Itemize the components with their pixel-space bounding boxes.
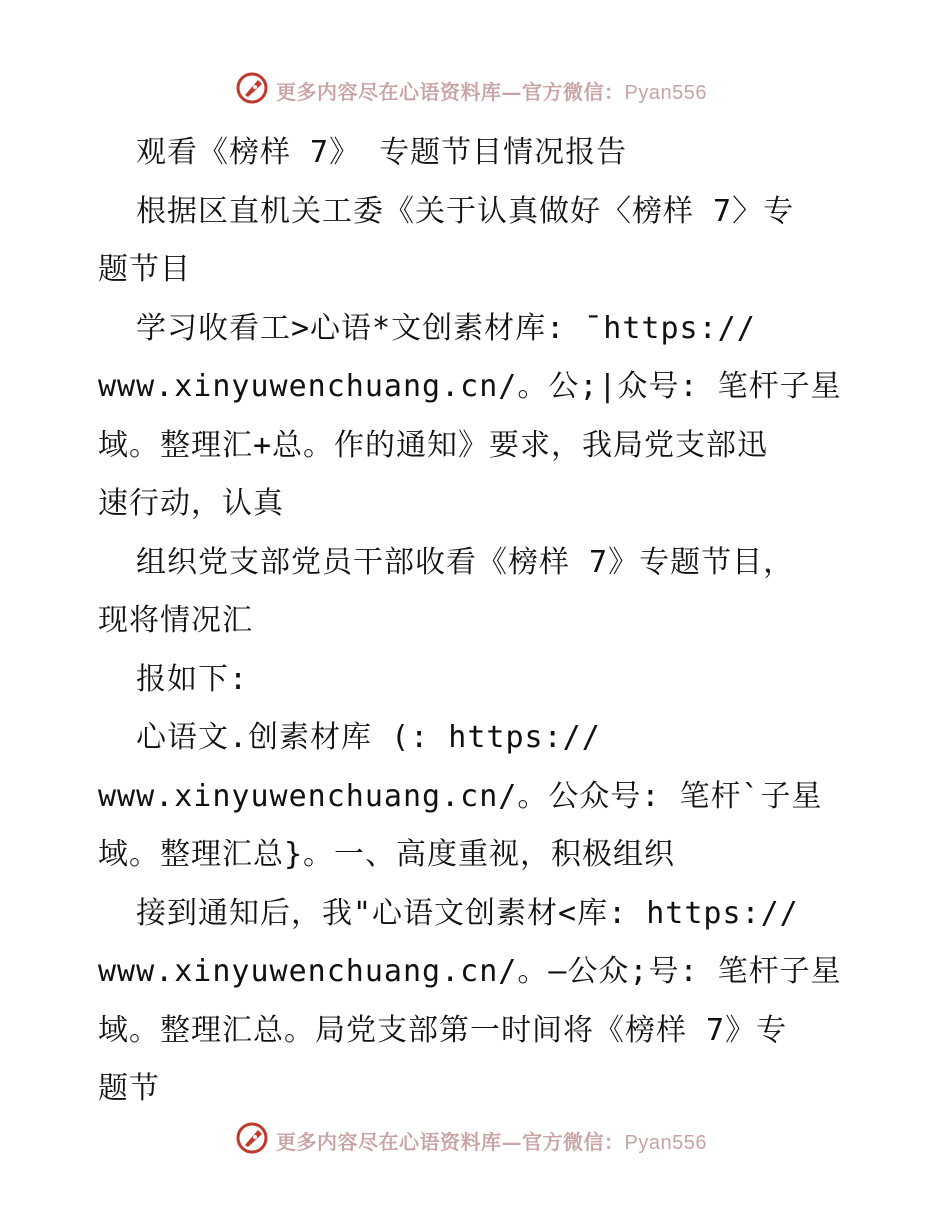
document-line: 域。整理汇总。局党支部第一时间将《榜样 7》专 — [98, 1012, 788, 1048]
document-line: 速行动，认真 — [98, 486, 284, 521]
document-line: www.xinyuwenchuang.cn/。—公众;号: 笔杆子星 — [98, 954, 842, 989]
document-line: 题节目 — [98, 252, 191, 287]
header-banner-text: 更多内容尽在心语资料库—官方微信：Pyan556 — [276, 79, 707, 104]
document-line: 学习收看工>心语*文创素材库: ¯https:// — [136, 310, 756, 346]
document-body — [98, 124, 868, 1119]
document-line: 接到通知后，我"心语文创素材<库: https:// — [136, 895, 799, 931]
footer-banner — [234, 1122, 707, 1158]
document-line: 域。整理汇+总。作的通知》要求，我局党支部迅 — [98, 427, 769, 463]
document-line: 域。整理汇总}。一、高度重视，积极组织 — [98, 837, 676, 872]
header-banner — [234, 72, 707, 108]
document-line: 心语文.创素材库 (: https:// — [136, 720, 601, 755]
footer-banner-text: 更多内容尽在心语资料库—官方微信：Pyan556 — [276, 1129, 707, 1154]
document-line: www.xinyuwenchuang.cn/。公;|众号: 笔杆子星 — [98, 369, 842, 404]
document-line: www.xinyuwenchuang.cn/。公众号: 笔杆`子星 — [98, 778, 823, 814]
document-line: 组织党支部党员干部收看《榜样 7》专题节目， — [136, 544, 795, 580]
pen-nib-logo-icon — [234, 70, 270, 110]
document-line: 根据区直机关工委《关于认真做好〈榜样 7〉专 — [136, 193, 795, 229]
pen-nib-logo-icon — [234, 1120, 270, 1160]
document-line: 观看《榜样 7》 专题节目情况报告 — [136, 135, 628, 170]
document-line: 报如下: — [136, 661, 249, 697]
document-line: 题节 — [98, 1071, 160, 1106]
document-line: 现将情况汇 — [98, 603, 253, 638]
